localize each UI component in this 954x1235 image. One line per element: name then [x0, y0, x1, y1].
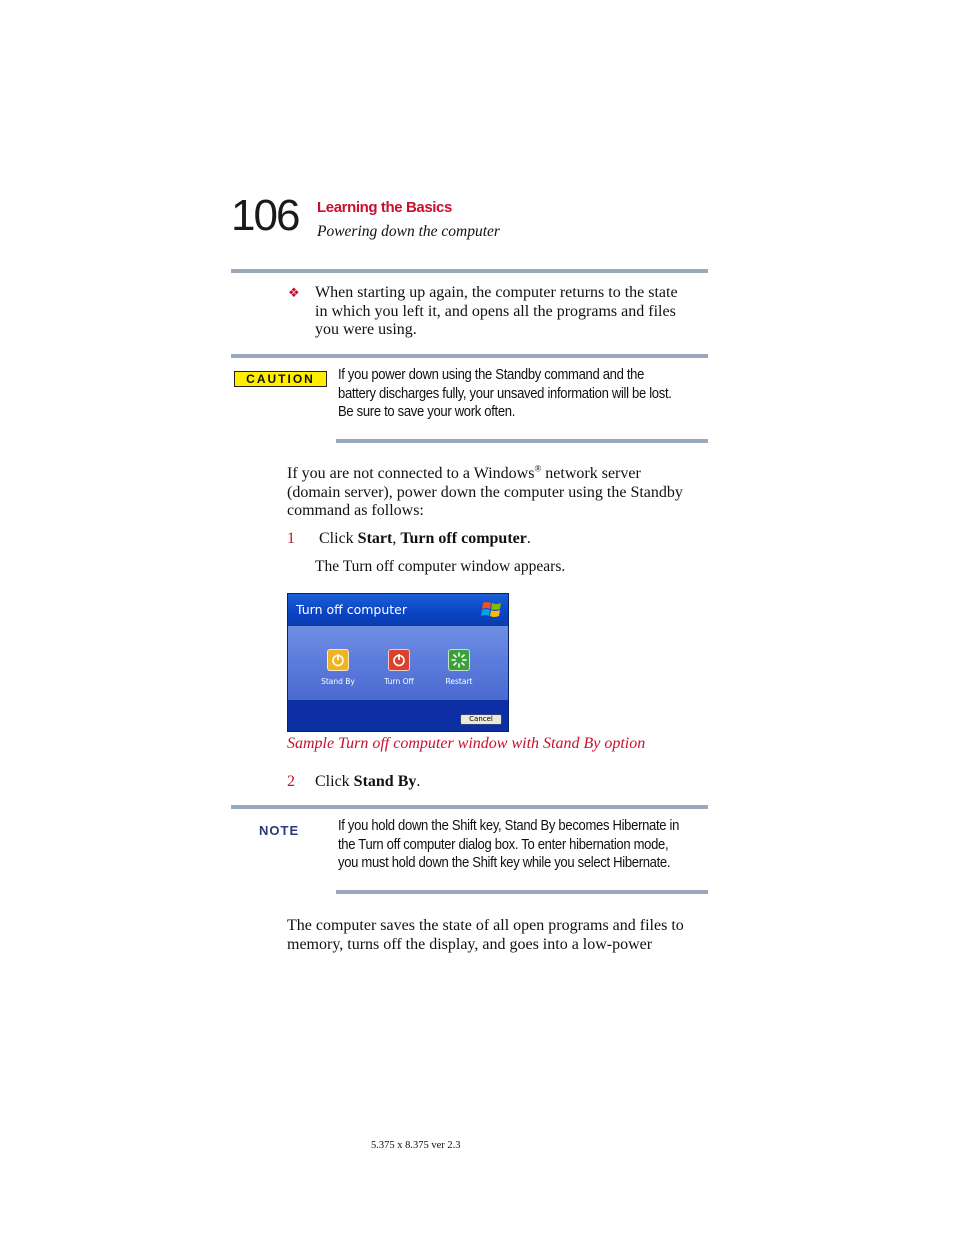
- stand-by-button[interactable]: [318, 649, 358, 686]
- registered-mark: ®: [534, 463, 542, 474]
- divider: [231, 354, 708, 358]
- restart-button[interactable]: [439, 649, 479, 686]
- power-icon: [388, 649, 410, 671]
- section-title: Powering down the computer: [317, 223, 500, 240]
- caution-text: [338, 366, 707, 422]
- stand-by-label: Stand By: [353, 773, 417, 790]
- caution-line: battery discharges fully, your unsaved information will be lost.: [338, 385, 672, 402]
- restart-label: Restart: [445, 677, 473, 686]
- dialog-footer: [288, 700, 508, 731]
- step-text: .: [526, 530, 531, 547]
- turn-off-button[interactable]: [379, 649, 419, 686]
- bullet-line: you were using.: [315, 321, 417, 338]
- turn-off-label: Turn Off: [384, 677, 414, 686]
- divider: [336, 890, 708, 894]
- note-label: NOTE: [259, 823, 300, 838]
- step-2-text: [315, 773, 420, 792]
- note-line: If you hold down the Shift key, Stand By becomes Hibernate in: [338, 818, 680, 834]
- step-text: Click: [315, 773, 354, 790]
- closing-line: The computer saves the state of all open programs and files to: [287, 917, 684, 934]
- caution-line: Be sure to save your work often.: [338, 404, 516, 420]
- bullet-text: [315, 284, 710, 340]
- page-footer: 5.375 x 8.375 ver 2.3: [371, 1140, 461, 1151]
- step-text: ,: [392, 530, 401, 547]
- note-line: you must hold down the Shift key while you select Hibernate.: [338, 855, 671, 871]
- dialog-title: Turn off computer: [296, 602, 407, 617]
- page-number: 106: [231, 191, 299, 240]
- intro-paragraph: [287, 465, 717, 521]
- windows-logo-icon: [481, 599, 503, 621]
- bullet-icon: ❖: [288, 285, 300, 300]
- turn-off-label: Turn off computer: [400, 530, 527, 547]
- cancel-button[interactable]: Cancel: [460, 714, 502, 725]
- restart-icon: [448, 649, 470, 671]
- intro-line: (domain server), power down the computer using the Standby: [287, 483, 683, 501]
- figure-caption: Sample Turn off computer window with Stand By option: [287, 735, 646, 752]
- bullet-line: in which you left it, and opens all the programs and files: [315, 302, 676, 320]
- intro-line: command as follows:: [287, 502, 424, 519]
- note-text: [338, 817, 707, 873]
- note-line: the Turn off computer dialog box. To enter hibernation mode,: [338, 836, 669, 853]
- dialog-body: [288, 626, 508, 700]
- divider: [231, 269, 708, 273]
- dialog-title-bar: [288, 594, 508, 626]
- intro-text: network server: [541, 465, 641, 482]
- power-icon: [327, 649, 349, 671]
- step-text: Click: [319, 530, 358, 547]
- step-number: 2: [287, 773, 295, 790]
- intro-text: If you are not connected to a Windows: [287, 465, 535, 482]
- bullet-line: When starting up again, the computer returns to the state: [315, 284, 678, 301]
- intro-line: [287, 465, 717, 484]
- divider: [336, 439, 708, 443]
- closing-line: memory, turns off the display, and goes into a low-power: [287, 935, 653, 953]
- start-label: Start: [357, 530, 393, 547]
- caution-line: If you power down using the Standby command and the: [338, 367, 645, 383]
- closing-paragraph: [287, 917, 727, 954]
- turn-off-dialog: [287, 593, 509, 732]
- chapter-title: Learning the Basics: [317, 199, 452, 216]
- step-text: .: [416, 773, 421, 790]
- step-number: 1: [287, 530, 295, 547]
- step-1-result: The Turn off computer window appears.: [315, 558, 566, 575]
- stand-by-label: Stand By: [321, 677, 355, 686]
- divider: [231, 805, 708, 809]
- step-1-text: [319, 530, 531, 549]
- caution-label: CAUTION: [234, 371, 327, 387]
